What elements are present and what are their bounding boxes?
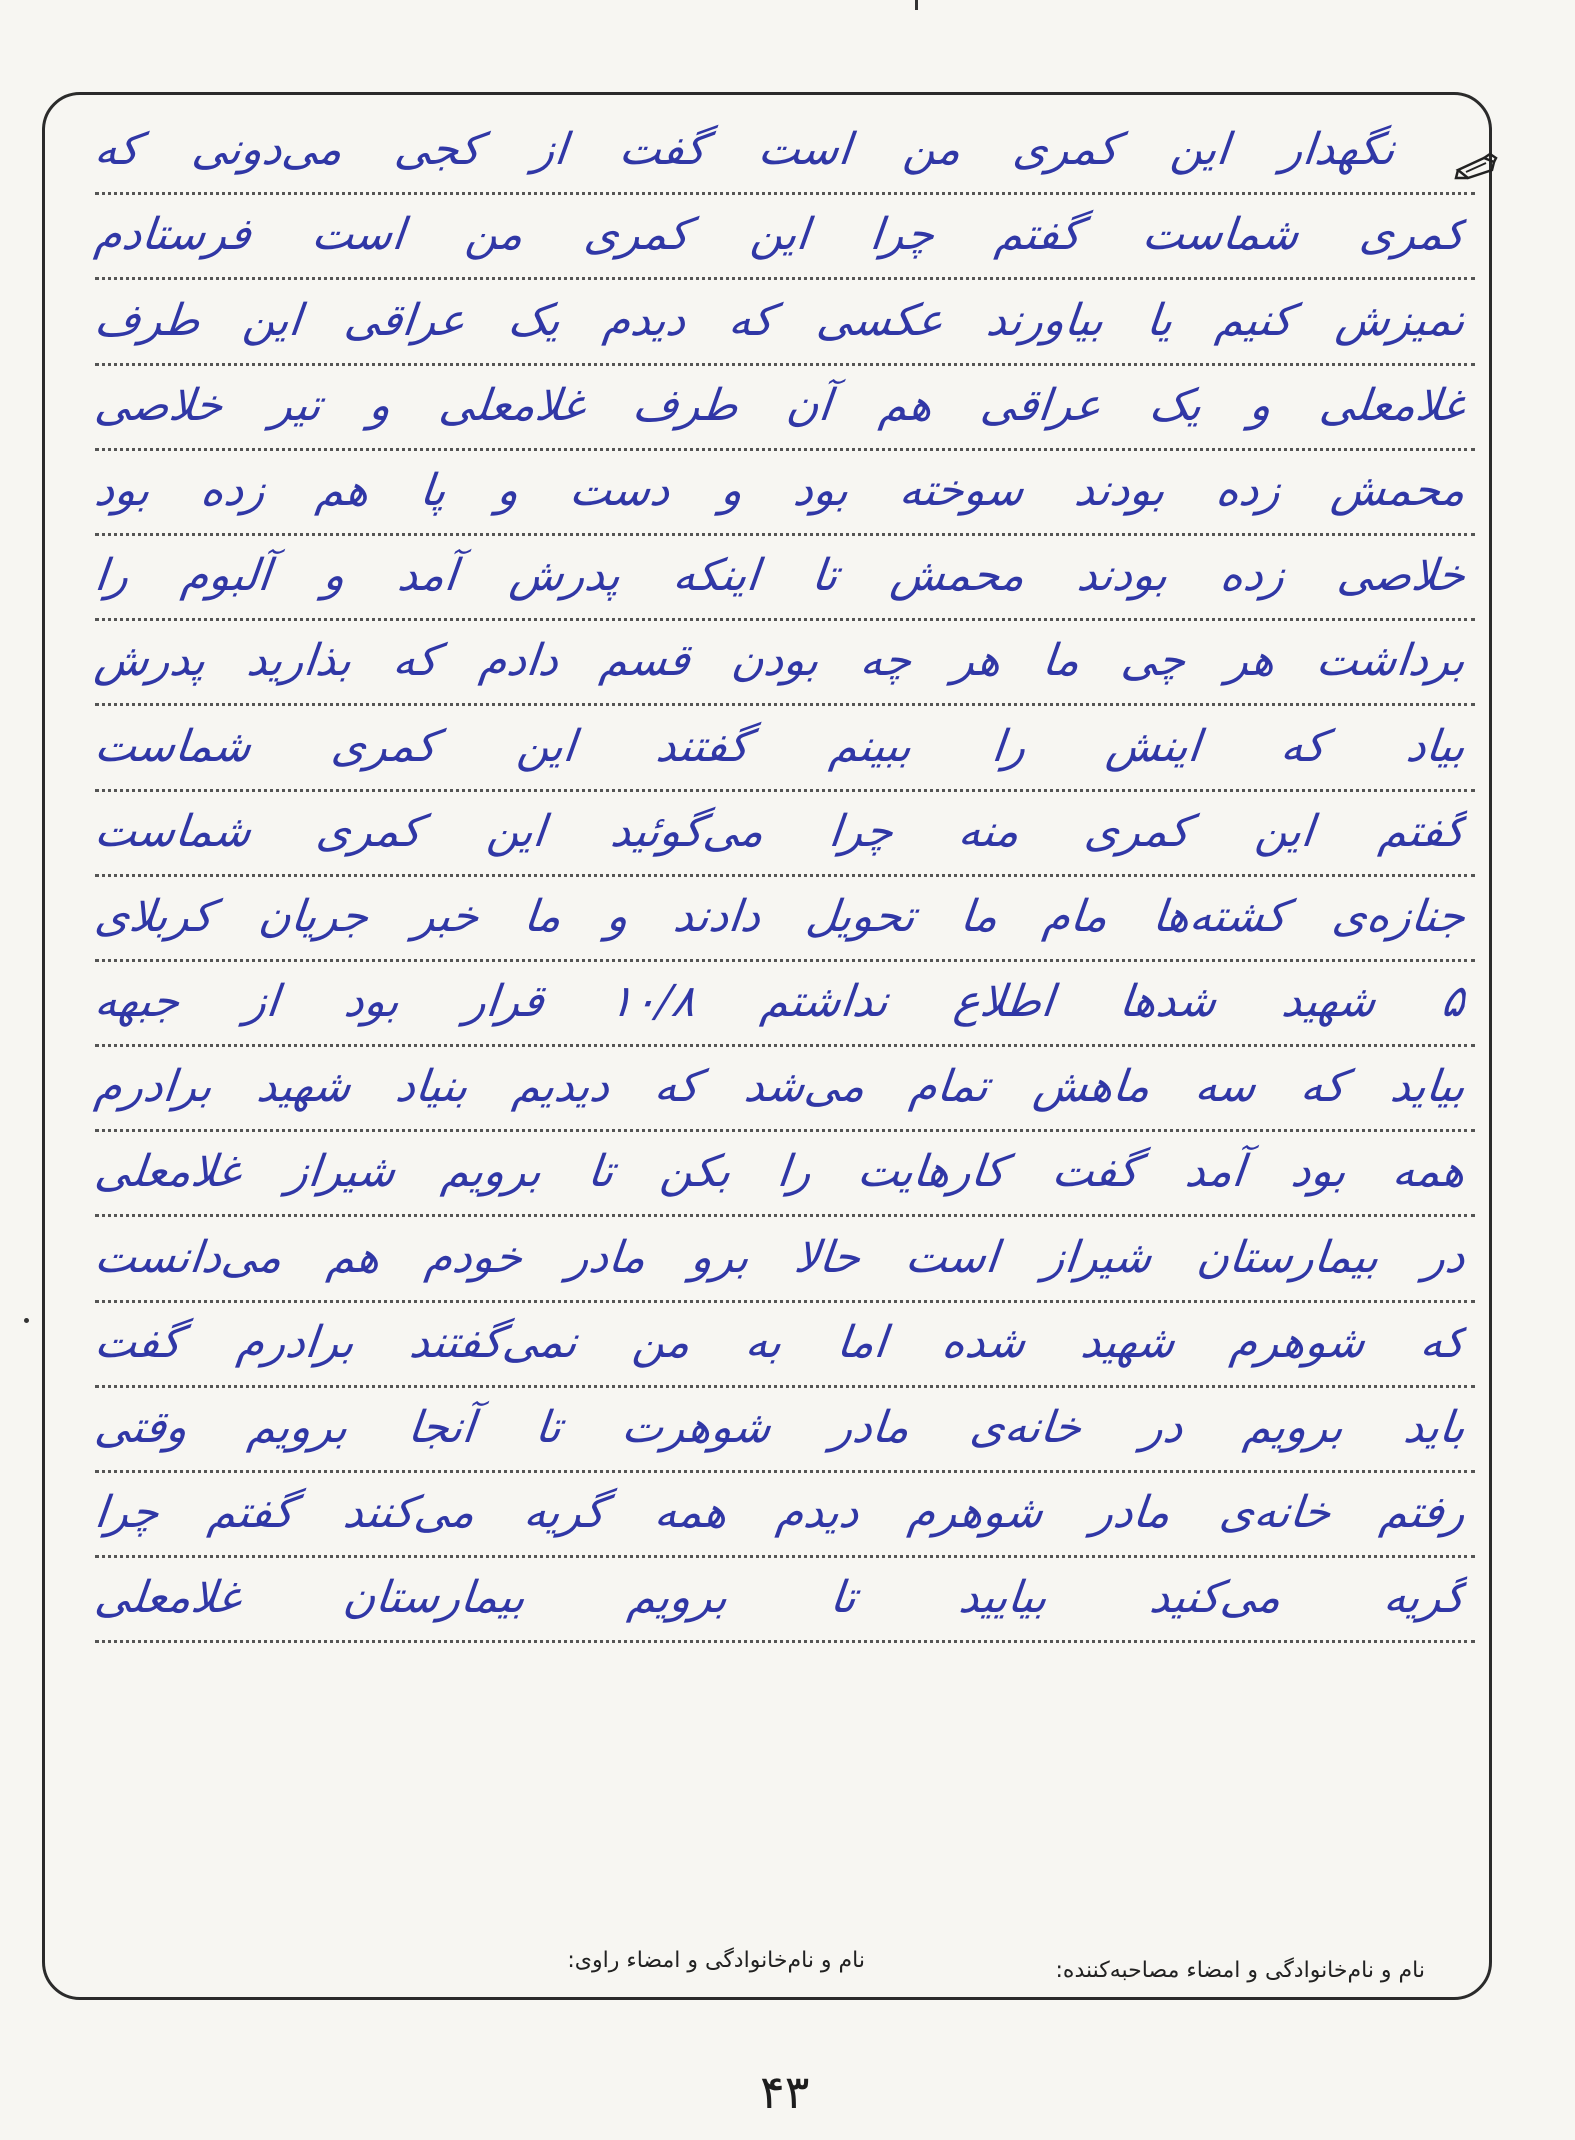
ruled-line	[92, 962, 1475, 1047]
ruled-line	[92, 536, 1475, 621]
narrator-signature-label: نام و نام‌خانوادگی و امضاء راوی:	[567, 1948, 865, 1973]
ruled-line	[92, 706, 1475, 791]
handwritten-line: همه بود آمد گفت کارهایت را بکن تا برویم شیراز غلامعلی	[92, 1146, 1468, 1198]
ruled-line	[92, 621, 1475, 706]
page-number: ۴۳	[760, 2065, 810, 2119]
handwritten-line: تمیزش کنیم یا بیاورند عکسی که دیدم یک عراقی این طرف	[92, 294, 1468, 346]
ruled-line	[92, 1473, 1475, 1558]
ruled-line	[92, 195, 1475, 280]
ruled-line	[92, 280, 1475, 365]
handwritten-line: ۵ شهید شدها اطلاع نداشتم ۱۰/۸ قرار بود از جبهه	[92, 976, 1468, 1028]
handwritten-line: کمری شماست گفتم چرا این کمری من است فرستادم	[92, 209, 1468, 261]
handwritten-line: برداشت هر چی ما هر چه بودن قسم دادم که بذارید پدرش	[92, 635, 1468, 687]
stray-ink-dot	[24, 1318, 29, 1323]
ruled-line	[92, 1388, 1475, 1473]
ruled-line	[92, 877, 1475, 962]
ruled-line	[92, 1303, 1475, 1388]
ruled-line	[92, 1558, 1475, 1643]
handwritten-line: محمش زده بودند سوخته بود و دست و پا هم زده بود	[92, 464, 1468, 516]
handwritten-line: گفتم این کمری منه چرا می‌گوئید این کمری شماست	[92, 805, 1468, 857]
interviewer-signature-label: نام و نام‌خانوادگی و امضاء مصاحبه‌کننده:	[1055, 1958, 1425, 1983]
handwritten-line: که شوهرم شهید شده اما به من نمی‌گفتند برادرم گفت	[92, 1316, 1468, 1368]
handwritten-line: در بیمارستان شیراز است حالا برو مادر خودم هم می‌دانست	[92, 1231, 1468, 1283]
top-edge-mark	[915, 0, 918, 10]
handwritten-line: بیاید که سه ماهش تمام می‌شد که دیدیم بنیاد شهید برادرم	[92, 1061, 1468, 1113]
handwritten-line: غلامعلی و یک عراقی هم آن طرف غلامعلی و تیر خلاصی	[92, 379, 1468, 431]
handwritten-line: نگهدار این کمری من است گفت از کجی می‌دونی که	[92, 124, 1398, 176]
ruled-line	[92, 1047, 1475, 1132]
ruled-line	[92, 792, 1475, 877]
handwritten-transcript	[92, 110, 1475, 1643]
handwritten-line: رفتم خانه‌ی مادر شوهرم دیدم همه گریه می‌کنند گفتم چرا	[92, 1487, 1468, 1539]
ruled-line	[92, 366, 1475, 451]
handwritten-line: گریه می‌کنید بیایید تا برویم بیمارستان غلامعلی	[92, 1572, 1468, 1624]
handwritten-line: باید برویم در خانه‌ی مادر شوهرت تا آنجا برویم وقتی	[92, 1402, 1468, 1453]
handwritten-line: خلاصی زده بودند محمش تا اینکه پدرش آمد و آلبوم را	[92, 550, 1468, 602]
handwritten-line: بیاد که اینش را ببینم گفتند این کمری شماست	[92, 720, 1468, 772]
ruled-line	[92, 110, 1475, 195]
ruled-line	[92, 451, 1475, 536]
ruled-line	[92, 1132, 1475, 1217]
handwritten-line: جنازه‌ی کشته‌ها مام ما تحویل دادند و ما خبر جریان کربلای	[92, 890, 1468, 942]
ruled-line	[92, 1217, 1475, 1302]
